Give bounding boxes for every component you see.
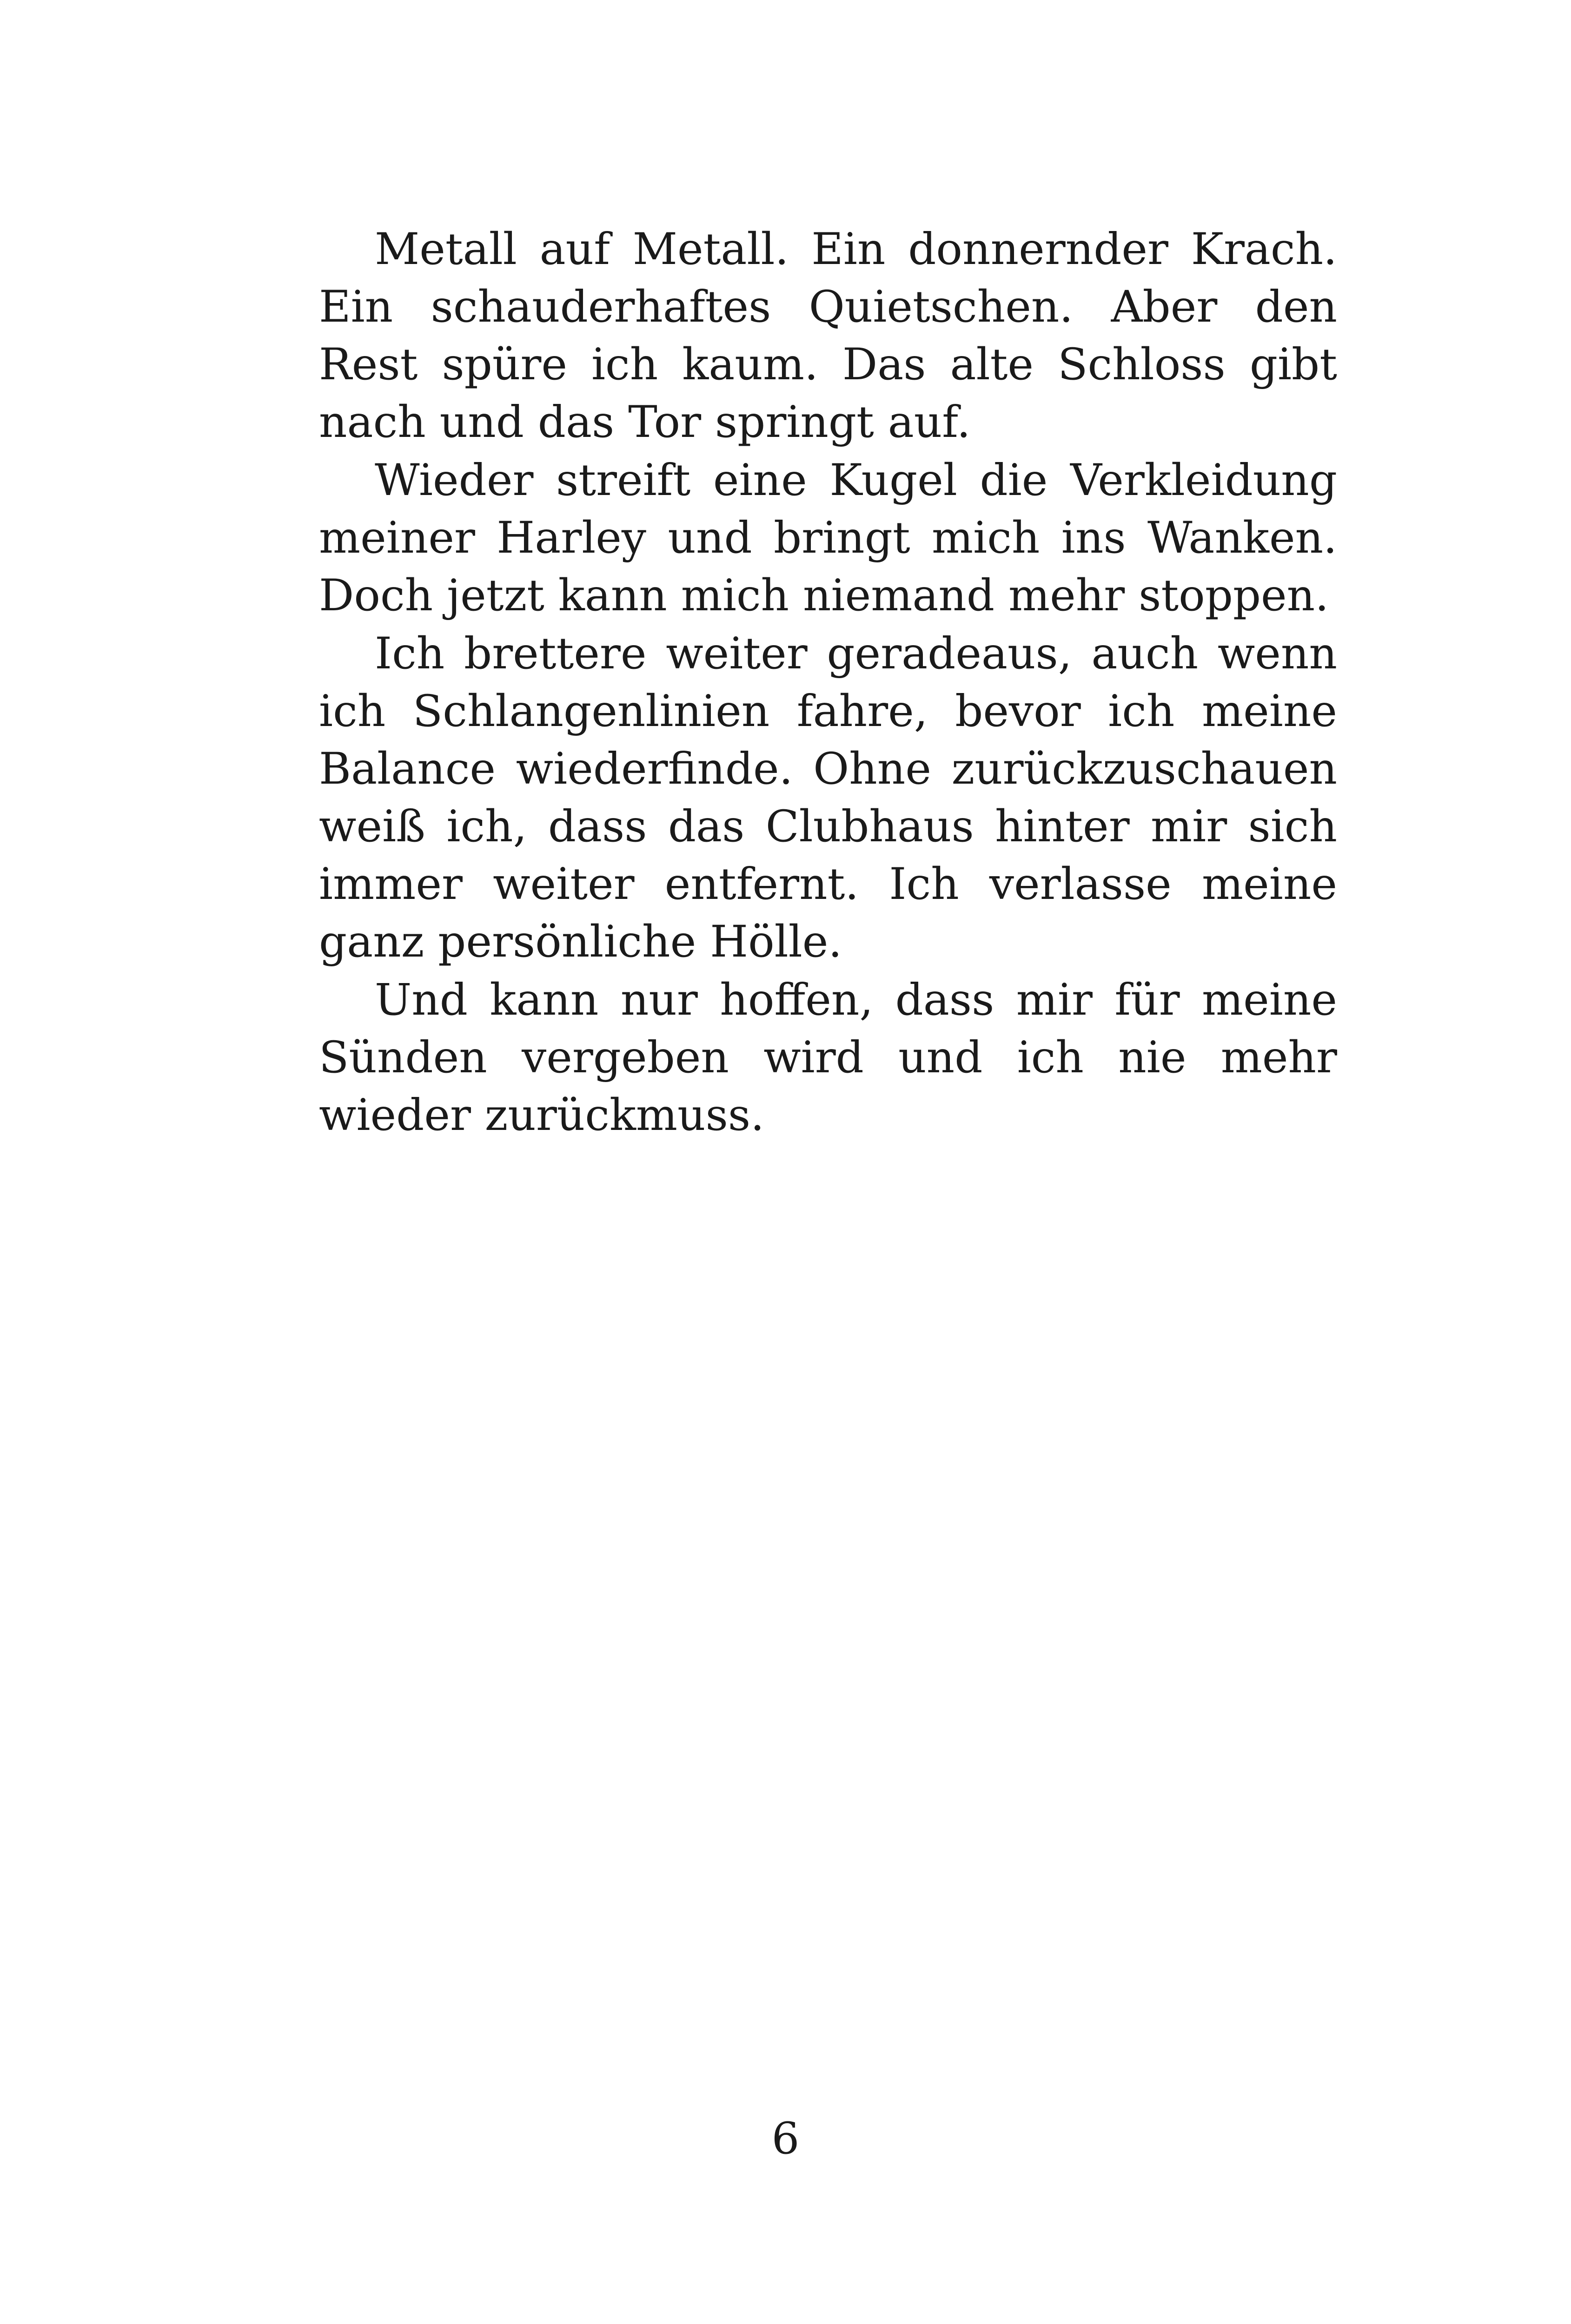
paragraph: Und kann nur hoffen, dass mir für meine Sünden vergeben wird und ich nie mehr wieder zurückmuss. [319,975,1337,1141]
body-text [319,221,1337,1145]
paragraph: Ich brettere weiter geradeaus, auch wenn ich Schlangenlinien fahre, bevor ich meine Balance wiederfinde. Ohne zurückzuschauen weiß ich, dass das Clubhaus hinter mir sich immer weiter entfernt. Ich verlasse meine ganz persönliche Hölle. [319,628,1337,967]
page-number: 6 [771,2113,800,2164]
paragraph: Metall auf Metall. Ein donnernder Krach. Ein schauderhaftes Quietschen. Aber den Rest spüre ich kaum. Das alte Schloss gibt nach und das Tor springt auf. [319,224,1337,448]
paragraph: Wieder streift eine Kugel die Verkleidung meiner Harley und bringt mich ins Wanken. Doch jetzt kann mich niemand mehr stoppen. [319,455,1337,621]
